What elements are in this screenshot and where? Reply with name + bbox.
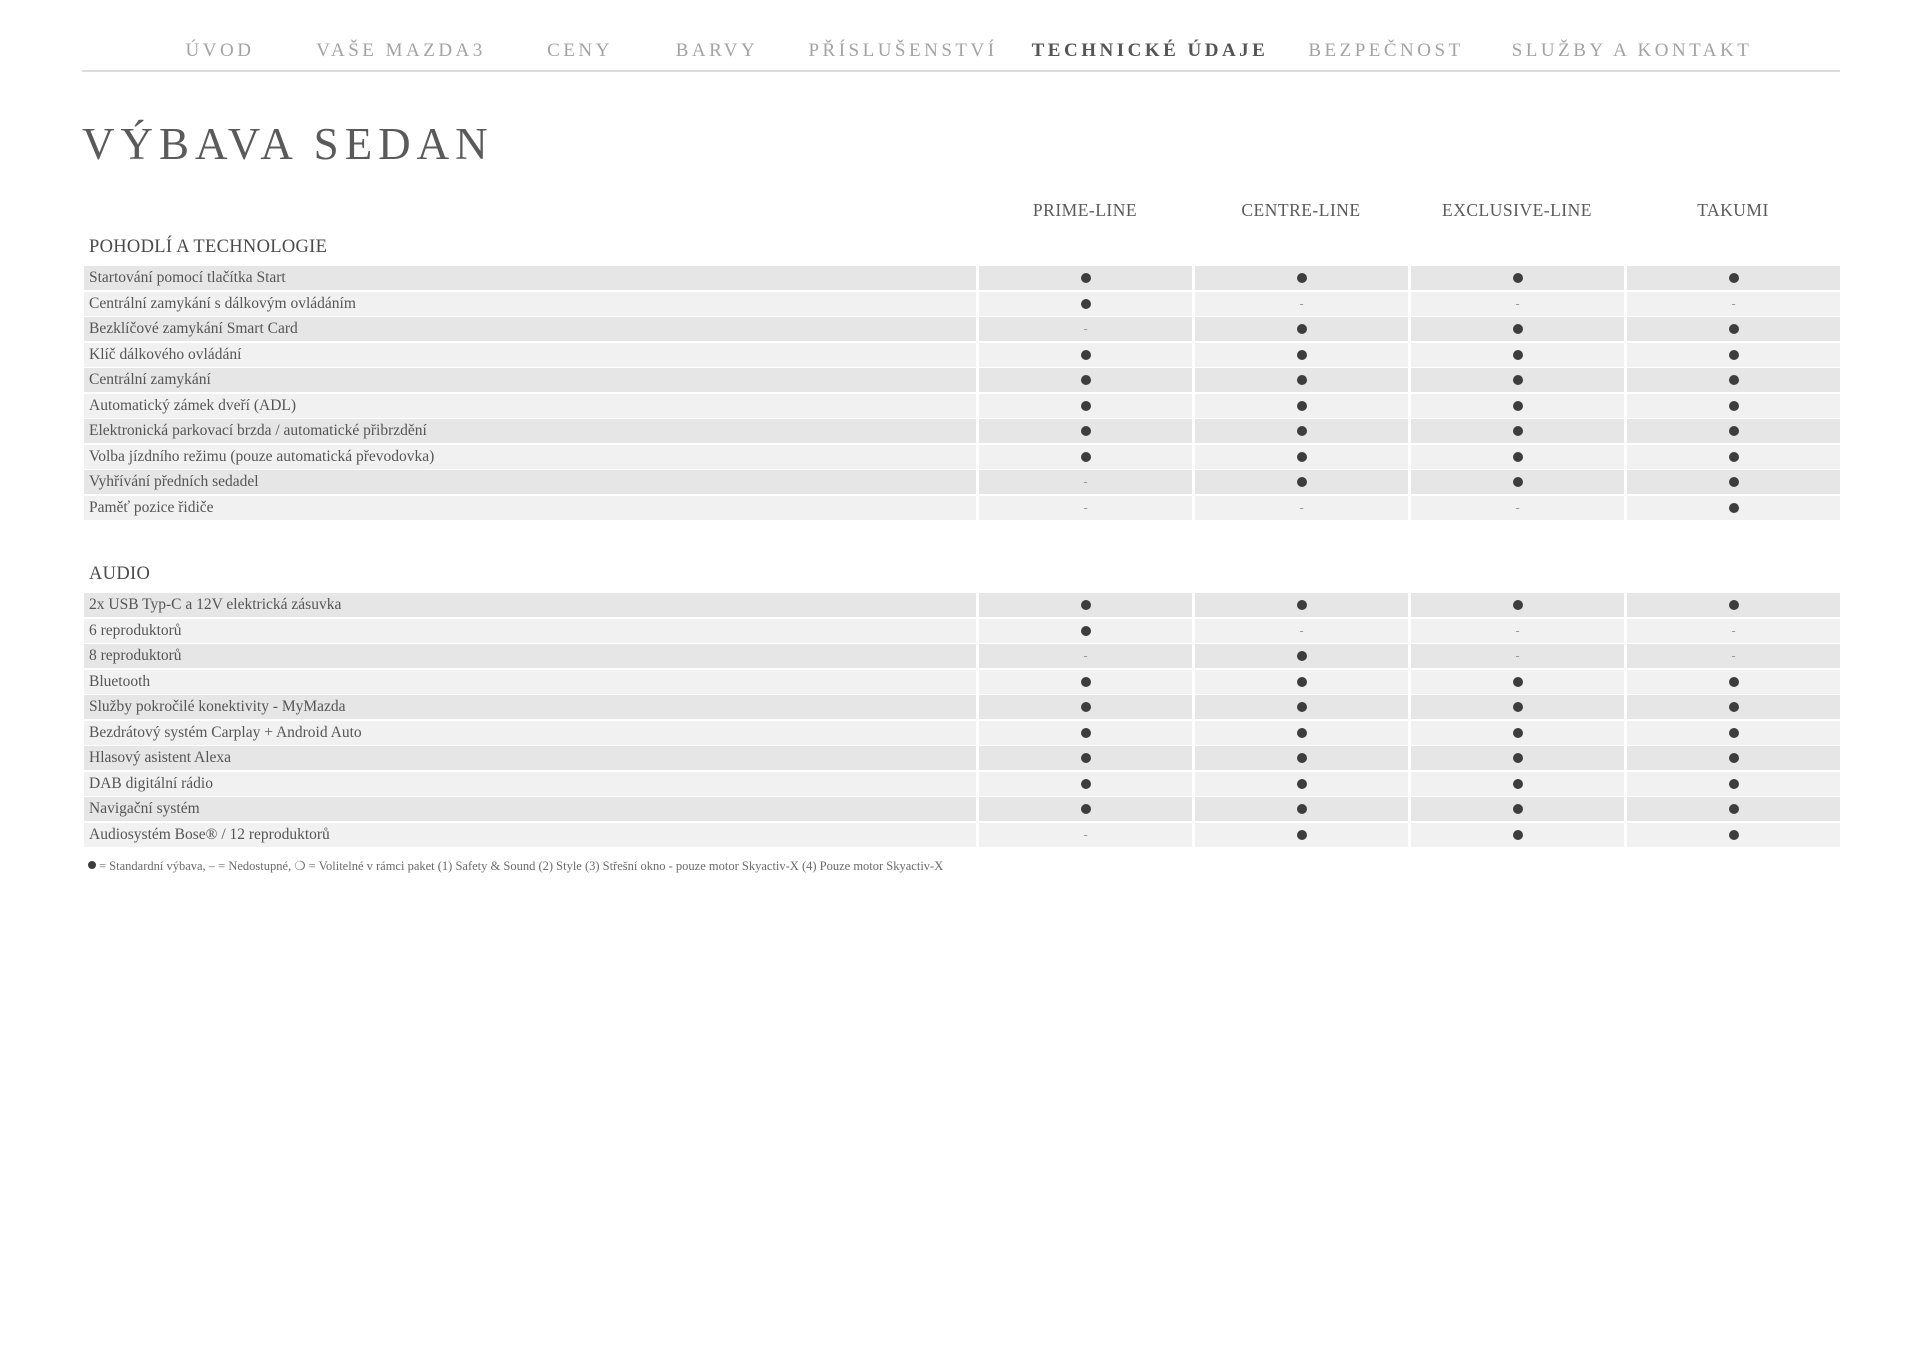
unavailable-dash: -: [1083, 475, 1088, 489]
standard-dot-icon: [1081, 804, 1091, 814]
col-prime-line-cell: [979, 470, 1192, 494]
standard-dot-icon: [1513, 677, 1523, 687]
feature-label: Paměť pozice řidiče: [89, 498, 214, 516]
feature-cell: [84, 292, 976, 316]
col-prime-line-cell: [979, 619, 1192, 643]
table-row: [84, 496, 1840, 520]
table-row: [84, 823, 1840, 847]
feature-label: DAB digitální rádio: [89, 774, 213, 792]
feature-label: Volba jízdního režimu (pouze automatická převodovka): [89, 447, 435, 465]
col-prime-line-cell: [979, 394, 1192, 418]
nav-prislusenstvi[interactable]: PŘÍSLUŠENSTVÍ: [808, 40, 998, 61]
standard-dot-icon: [1513, 753, 1523, 763]
standard-dot-icon: [1081, 375, 1091, 385]
unavailable-dash: -: [1731, 623, 1736, 638]
col-exclusive-line-cell: [1411, 644, 1624, 668]
standard-dot-icon: [1729, 350, 1739, 360]
col-takumi-cell: [1627, 419, 1840, 443]
feature-label: 6 reproduktorů: [89, 621, 182, 639]
col-prime-line-cell: [979, 445, 1192, 469]
standard-dot-icon: [1297, 753, 1307, 763]
col-exclusive-line-cell: [1411, 445, 1624, 469]
col-takumi-cell: [1627, 394, 1840, 418]
table-row: [84, 644, 1840, 668]
col-exclusive-line-cell: [1411, 266, 1624, 290]
col-takumi-cell: [1627, 445, 1840, 469]
col-exclusive-line-cell: [1411, 496, 1624, 520]
legend-text: = Standardní výbava, – = Nedostupné, ❍ = Volitelné v rámci paket (1) Safety & Sound (2) Style (3) Střešní okno - pouze motor Skyactiv-X (4) Pouze motor Skyactiv-X: [99, 859, 944, 873]
col-prime-line-cell: [979, 292, 1192, 316]
standard-dot-icon: [1297, 452, 1307, 462]
feature-label: 2x USB Typ-C a 12V elektrická zásuvka: [89, 596, 342, 613]
col-exclusive-line-cell: [1411, 746, 1624, 770]
col-takumi-cell: [1627, 746, 1840, 770]
col-exclusive-line-cell: [1411, 721, 1624, 745]
standard-dot-icon: [1297, 830, 1307, 840]
col-prime-line-cell: [979, 721, 1192, 745]
unavailable-dash: -: [1083, 649, 1088, 663]
table-row: [84, 317, 1840, 341]
col-exclusive-line-cell: [1411, 695, 1624, 719]
standard-dot-icon: [1513, 477, 1523, 487]
col-takumi-cell: [1627, 670, 1840, 694]
col-prime-line-cell: [979, 823, 1192, 847]
col-centre-line-cell: [1195, 266, 1408, 290]
col-centre-line-cell: [1195, 593, 1408, 617]
col-prime-line-cell: [979, 593, 1192, 617]
feature-label: Bezdrátový systém Carplay + Android Auto: [89, 723, 362, 741]
feature-cell: [84, 445, 976, 469]
standard-dot-icon: [1729, 753, 1739, 763]
feature-cell: [84, 317, 976, 341]
col-exclusive-line-cell: [1411, 419, 1624, 443]
standard-dot-icon: [1513, 401, 1523, 411]
feature-cell: [84, 394, 976, 418]
col-takumi-cell: [1627, 292, 1840, 316]
unavailable-dash: -: [1515, 649, 1520, 663]
standard-dot-icon: [1729, 779, 1739, 789]
col-centre-line-cell: [1195, 695, 1408, 719]
table-row: [84, 292, 1840, 316]
feature-label: Startování pomocí tlačítka Start: [89, 269, 286, 286]
col-takumi-cell: [1627, 619, 1840, 643]
table-row: [84, 266, 1840, 290]
feature-label: Klíč dálkového ovládání: [89, 345, 242, 363]
unavailable-dash: -: [1083, 500, 1088, 515]
table-row: [84, 772, 1840, 796]
feature-cell: [84, 368, 976, 392]
feature-cell: [84, 670, 976, 694]
col-prime-line-cell: [979, 772, 1192, 796]
col-exclusive-line-cell: [1411, 317, 1624, 341]
col-exclusive-line-cell: [1411, 368, 1624, 392]
table-row: [84, 619, 1840, 643]
col-takumi-cell: [1627, 496, 1840, 520]
table-row: [84, 670, 1840, 694]
feature-cell: [84, 496, 976, 520]
standard-dot-icon: [1081, 426, 1091, 436]
standard-dot-icon: [1513, 273, 1523, 283]
feature-label: Automatický zámek dveří (ADL): [89, 396, 297, 414]
col-prime-line-cell: [979, 317, 1192, 341]
standard-dot-icon: [1081, 452, 1091, 462]
nav-ceny[interactable]: CENY: [547, 40, 613, 61]
col-centre-line-cell: [1195, 368, 1408, 392]
standard-dot-icon: [1513, 830, 1523, 840]
table-row: [84, 695, 1840, 719]
feature-cell: [84, 695, 976, 719]
standard-dot-icon: [1081, 779, 1091, 789]
col-centre-line-cell: [1195, 721, 1408, 745]
unavailable-dash: -: [1515, 296, 1520, 311]
table-row: [84, 368, 1840, 392]
standard-dot-icon: [1729, 273, 1739, 283]
page-title: VÝBAVA SEDAN: [82, 119, 494, 169]
standard-dot-icon: [1513, 375, 1523, 385]
legend: [88, 858, 943, 874]
standard-dot-icon: [1729, 452, 1739, 462]
col-prime-line-header: PRIME-LINE: [1032, 200, 1138, 220]
feature-cell: [84, 619, 976, 643]
nav-vase-mazda3[interactable]: VAŠE MAZDA3: [316, 40, 486, 61]
col-prime-line-cell: [979, 496, 1192, 520]
section-title: POHODLÍ A TECHNOLOGIE: [89, 237, 328, 257]
standard-dot-icon: [1729, 804, 1739, 814]
standard-dot-icon: [1297, 702, 1307, 712]
col-exclusive-line-header: EXCLUSIVE-LINE: [1442, 200, 1592, 220]
col-exclusive-line-cell: [1411, 470, 1624, 494]
nav-barvy[interactable]: BARVY: [675, 40, 759, 61]
standard-dot-icon: [1081, 401, 1091, 411]
feature-label: Bezklíčové zamykání Smart Card: [89, 320, 298, 337]
feature-label: Centrální zamykání s dálkovým ovládáním: [89, 294, 356, 312]
table-row: [84, 343, 1840, 367]
standard-dot-icon: [1081, 600, 1091, 610]
standard-dot-icon: [1513, 804, 1523, 814]
col-takumi-cell: [1627, 470, 1840, 494]
unavailable-dash: -: [1083, 322, 1088, 336]
col-centre-line-cell: [1195, 445, 1408, 469]
standard-dot-icon: [1081, 299, 1091, 309]
standard-dot-icon: [1297, 600, 1307, 610]
feature-label: Centrální zamykání: [89, 371, 211, 388]
standard-dot-icon: [1297, 375, 1307, 385]
standard-dot-icon: [1513, 426, 1523, 436]
col-centre-line-cell: [1195, 394, 1408, 418]
col-centre-line-cell: [1195, 496, 1408, 520]
col-centre-line-cell: [1195, 670, 1408, 694]
col-takumi-header: TAKUMI: [1697, 200, 1769, 220]
col-centre-line-cell: [1195, 644, 1408, 668]
nav-bezpecnost[interactable]: BEZPEČNOST: [1308, 40, 1464, 61]
unavailable-dash: -: [1515, 623, 1520, 638]
table-row: [84, 593, 1840, 617]
feature-cell: [84, 823, 976, 847]
standard-dot-icon: [1729, 600, 1739, 610]
standard-dot-icon: [1081, 273, 1091, 283]
feature-label: Služby pokročilé konektivity - MyMazda: [89, 698, 346, 715]
col-takumi-cell: [1627, 797, 1840, 821]
standard-dot-icon: [1729, 401, 1739, 411]
standard-dot-icon: [1729, 830, 1739, 840]
col-exclusive-line-cell: [1411, 797, 1624, 821]
feature-label: Elektronická parkovací brzda / automatické přibrzdění: [89, 422, 427, 439]
table-row: [84, 394, 1840, 418]
unavailable-dash: -: [1731, 296, 1736, 311]
standard-dot-icon: [1297, 426, 1307, 436]
standard-dot-icon: [1297, 273, 1307, 283]
col-prime-line-cell: [979, 670, 1192, 694]
col-exclusive-line-cell: [1411, 292, 1624, 316]
col-exclusive-line-cell: [1411, 670, 1624, 694]
feature-label: 8 reproduktorů: [89, 647, 182, 664]
standard-dot-icon: [1297, 477, 1307, 487]
standard-dot-icon: [1513, 350, 1523, 360]
feature-cell: [84, 746, 976, 770]
standard-dot-icon: [1513, 779, 1523, 789]
nav-sluzby-a-kontakt[interactable]: SLUŽBY A KONTAKT: [1511, 40, 1753, 61]
col-exclusive-line-cell: [1411, 593, 1624, 617]
standard-dot-icon: [1513, 452, 1523, 462]
col-prime-line-cell: [979, 746, 1192, 770]
col-centre-line-cell: [1195, 797, 1408, 821]
feature-cell: [84, 419, 976, 443]
standard-dot-icon: [1081, 677, 1091, 687]
col-prime-line-cell: [979, 419, 1192, 443]
standard-dot-icon: [1297, 350, 1307, 360]
unavailable-dash: -: [1299, 500, 1304, 515]
standard-dot-icon: [1729, 324, 1739, 334]
table-row: [84, 419, 1840, 443]
col-prime-line-cell: [979, 343, 1192, 367]
standard-dot-icon: [1729, 375, 1739, 385]
standard-dot-icon: [1729, 503, 1739, 513]
table-row: [84, 797, 1840, 821]
col-exclusive-line-cell: [1411, 394, 1624, 418]
col-takumi-cell: [1627, 823, 1840, 847]
standard-dot-icon: [1729, 477, 1739, 487]
unavailable-dash: -: [1515, 500, 1520, 515]
col-takumi-cell: [1627, 368, 1840, 392]
col-takumi-cell: [1627, 343, 1840, 367]
standard-dot-icon: [1729, 728, 1739, 738]
col-takumi-cell: [1627, 772, 1840, 796]
col-takumi-cell: [1627, 644, 1840, 668]
feature-cell: [84, 644, 976, 668]
table-row: [84, 470, 1840, 494]
col-takumi-cell: [1627, 695, 1840, 719]
standard-dot-icon: [1297, 324, 1307, 334]
feature-cell: [84, 266, 976, 290]
table-row: [84, 746, 1840, 770]
standard-dot-icon: [1297, 677, 1307, 687]
feature-cell: [84, 470, 976, 494]
standard-dot-icon: [1729, 426, 1739, 436]
col-exclusive-line-cell: [1411, 619, 1624, 643]
col-exclusive-line-cell: [1411, 343, 1624, 367]
unavailable-dash: -: [1299, 623, 1304, 638]
col-centre-line-cell: [1195, 292, 1408, 316]
standard-dot-icon: [1081, 350, 1091, 360]
standard-dot-icon: [1513, 728, 1523, 738]
feature-cell: [84, 721, 976, 745]
col-takumi-cell: [1627, 721, 1840, 745]
standard-dot-icon: [1081, 626, 1091, 636]
feature-label: Bluetooth: [89, 672, 151, 690]
feature-label: Vyhřívání předních sedadel: [89, 473, 259, 490]
top-navigation: [82, 0, 1840, 72]
standard-dot-icon: [1297, 728, 1307, 738]
feature-label: Navigační systém: [89, 800, 200, 817]
nav-technicke-udaje[interactable]: TECHNICKÉ ÚDAJE: [1031, 40, 1269, 61]
col-centre-line-cell: [1195, 343, 1408, 367]
col-centre-line-cell: [1195, 419, 1408, 443]
col-prime-line-cell: [979, 368, 1192, 392]
col-centre-line-cell: [1195, 619, 1408, 643]
standard-dot-icon: [1081, 753, 1091, 763]
standard-dot-icon: [1513, 324, 1523, 334]
table-row: [84, 721, 1840, 745]
standard-dot-icon: [1081, 702, 1091, 712]
col-prime-line-cell: [979, 644, 1192, 668]
section-title: AUDIO: [89, 564, 151, 584]
col-takumi-cell: [1627, 593, 1840, 617]
table-row: [84, 445, 1840, 469]
col-exclusive-line-cell: [1411, 772, 1624, 796]
feature-cell: [84, 343, 976, 367]
standard-dot-icon: [1729, 677, 1739, 687]
col-centre-line-cell: [1195, 470, 1408, 494]
col-prime-line-cell: [979, 797, 1192, 821]
standard-dot-icon: [1297, 401, 1307, 411]
standard-dot-icon: [1297, 779, 1307, 789]
standard-dot-icon: [88, 861, 96, 869]
col-prime-line-cell: [979, 695, 1192, 719]
unavailable-dash: -: [1299, 296, 1304, 311]
col-centre-line-cell: [1195, 746, 1408, 770]
unavailable-dash: -: [1731, 649, 1736, 663]
unavailable-dash: -: [1083, 827, 1088, 842]
feature-cell: [84, 593, 976, 617]
standard-dot-icon: [1297, 804, 1307, 814]
col-centre-line-cell: [1195, 823, 1408, 847]
col-takumi-cell: [1627, 266, 1840, 290]
col-exclusive-line-cell: [1411, 823, 1624, 847]
col-takumi-cell: [1627, 317, 1840, 341]
standard-dot-icon: [1297, 651, 1307, 661]
standard-dot-icon: [1513, 600, 1523, 610]
nav-uvod[interactable]: ÚVOD: [185, 40, 255, 61]
standard-dot-icon: [1729, 702, 1739, 712]
feature-cell: [84, 772, 976, 796]
standard-dot-icon: [1513, 702, 1523, 712]
col-centre-line-cell: [1195, 317, 1408, 341]
standard-dot-icon: [1081, 728, 1091, 738]
feature-label: Audiosystém Bose® / 12 reproduktorů: [89, 825, 330, 843]
col-centre-line-cell: [1195, 772, 1408, 796]
feature-label: Hlasový asistent Alexa: [89, 749, 232, 766]
feature-cell: [84, 797, 976, 821]
col-centre-line-header: CENTRE-LINE: [1241, 200, 1361, 220]
col-prime-line-cell: [979, 266, 1192, 290]
